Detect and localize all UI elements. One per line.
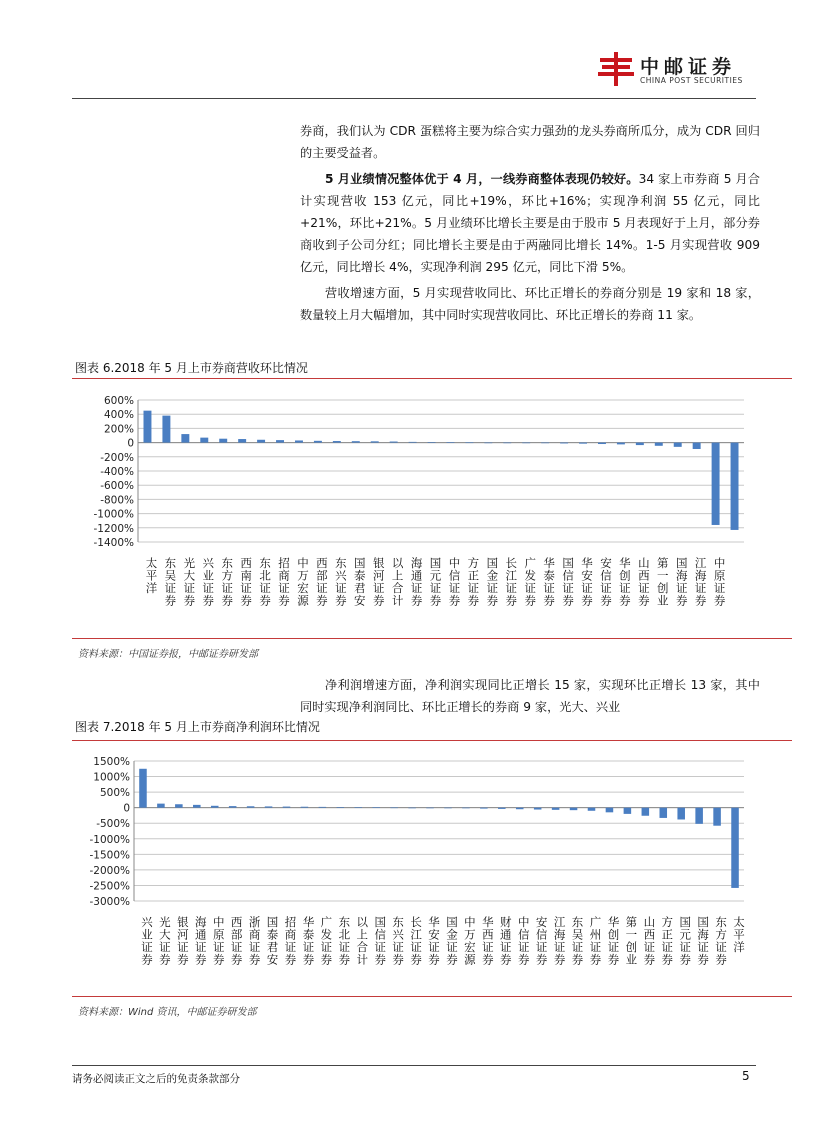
x-tick-label: 国信证券 bbox=[373, 916, 388, 966]
x-tick-label: 光大证券 bbox=[182, 557, 197, 607]
y-tick-label: -600% bbox=[100, 480, 134, 493]
bar bbox=[390, 442, 398, 443]
bar bbox=[143, 411, 151, 443]
x-tick-label: 太平洋 bbox=[732, 916, 747, 954]
bar bbox=[655, 443, 663, 446]
figure7-chart bbox=[72, 748, 792, 993]
x-tick-label: 国泰君安 bbox=[265, 916, 280, 966]
y-tick-label: -1500% bbox=[89, 849, 130, 862]
y-tick-label: 1000% bbox=[93, 771, 130, 784]
bar bbox=[570, 808, 578, 810]
bar bbox=[257, 440, 265, 443]
bar bbox=[624, 808, 632, 814]
bar bbox=[731, 443, 739, 530]
bar bbox=[371, 441, 379, 442]
paragraph-2 bbox=[300, 168, 760, 278]
x-tick-label: 方正证券 bbox=[660, 916, 675, 966]
x-tick-label: 银河证券 bbox=[371, 557, 386, 607]
x-tick-label: 东方证券 bbox=[220, 557, 235, 607]
x-tick-label: 中信证券 bbox=[516, 916, 531, 966]
x-tick-label: 第一创业 bbox=[655, 557, 670, 607]
x-tick-label: 海通证券 bbox=[193, 916, 208, 966]
x-tick-label: 浙商证券 bbox=[247, 916, 262, 966]
bar bbox=[503, 443, 511, 444]
y-tick-label: -400% bbox=[100, 466, 134, 478]
bar bbox=[677, 808, 685, 820]
bar bbox=[498, 808, 506, 809]
bar bbox=[541, 443, 549, 444]
bar bbox=[354, 807, 362, 808]
bar bbox=[480, 808, 488, 809]
figure6-bottom-rule bbox=[72, 638, 792, 639]
x-tick-label: 银河证券 bbox=[175, 916, 190, 966]
paragraph-4: 净利润增速方面，净利润实现同比正增长 15 家，实现环比正增长 13 家，其中同时实现净利润同比、环比正增长的券商 9 家，光大、兴业 bbox=[300, 678, 760, 714]
x-tick-label: 中原证券 bbox=[712, 557, 727, 607]
x-tick-label: 华泰证券 bbox=[301, 916, 316, 966]
bar bbox=[659, 808, 667, 818]
bar bbox=[162, 416, 170, 443]
y-tick-label: -1000% bbox=[93, 508, 134, 521]
bar bbox=[695, 808, 703, 824]
footer-disclaimer: 请务必阅读正文之后的免责条款部分 bbox=[72, 1073, 240, 1085]
bar bbox=[200, 438, 208, 443]
bar bbox=[534, 808, 542, 810]
bar bbox=[276, 440, 284, 442]
paragraph-2-rest: 34 家上市券商 5 月合计实现营收 153 亿元，同比+19%，环比+16%；实现净利润 55 亿元，同比+21%，环比+21%。5 月业绩环比增长主要是由于股市 5 月表现好于上月，部分券商收到子公司分红；同比增长主要是由于两融同比增长 14%。1-5 月实现营收 909 亿元，同比增长 4%，实现净利润 295 亿元，同比下滑 5%。 bbox=[300, 172, 760, 274]
bar bbox=[713, 808, 721, 826]
x-tick-label: 华创证券 bbox=[606, 916, 621, 966]
bar bbox=[674, 443, 682, 447]
bar bbox=[314, 441, 322, 443]
bar bbox=[283, 807, 291, 808]
footer-rule bbox=[72, 1065, 756, 1066]
x-tick-label: 安信证券 bbox=[534, 916, 549, 966]
x-tick-label: 中原证券 bbox=[211, 916, 226, 966]
x-tick-label: 中万宏源 bbox=[462, 916, 477, 966]
figure7-bottom-rule bbox=[72, 996, 792, 997]
bar bbox=[428, 442, 436, 443]
x-tick-label: 西部证券 bbox=[314, 557, 329, 607]
x-tick-label: 以上合计 bbox=[390, 557, 405, 607]
x-tick-label: 中信证券 bbox=[447, 557, 462, 607]
china-post-logo-icon bbox=[596, 50, 636, 88]
y-tick-label: -2500% bbox=[89, 880, 130, 893]
bar bbox=[301, 807, 309, 808]
x-tick-label: 东兴证券 bbox=[333, 557, 348, 607]
x-tick-label: 太平洋 bbox=[144, 557, 159, 595]
x-tick-label: 华泰证券 bbox=[542, 557, 557, 607]
logo-subtitle: CHINA POST SECURITIES bbox=[640, 76, 743, 85]
bar bbox=[516, 808, 524, 810]
bar bbox=[636, 443, 644, 445]
y-tick-label: 200% bbox=[103, 423, 134, 436]
y-tick-label: -500% bbox=[96, 818, 130, 831]
y-tick-label: -3000% bbox=[89, 896, 130, 908]
x-tick-label: 长江证券 bbox=[409, 916, 424, 966]
y-tick-label: 600% bbox=[103, 395, 134, 407]
bar bbox=[238, 439, 246, 443]
y-tick-label: -2000% bbox=[89, 864, 130, 877]
x-tick-label: 安信证券 bbox=[598, 557, 613, 607]
x-tick-label: 东吴证券 bbox=[163, 557, 178, 607]
x-tick-label: 兴业证券 bbox=[201, 557, 216, 607]
x-tick-label: 东方证券 bbox=[714, 916, 729, 966]
x-tick-label: 光大证券 bbox=[157, 916, 172, 966]
bar bbox=[295, 440, 303, 442]
header-rule bbox=[72, 98, 756, 99]
paragraph-2-bold: 5 月业绩情况整体优于 4 月，一线券商整体表现仍较好。 bbox=[325, 172, 639, 186]
x-tick-label: 国元证券 bbox=[678, 916, 693, 966]
bar bbox=[588, 808, 596, 811]
body-text-middle bbox=[300, 674, 760, 718]
x-tick-label: 国海证券 bbox=[674, 557, 689, 607]
bar bbox=[444, 808, 452, 809]
x-tick-label: 国金证券 bbox=[444, 916, 459, 966]
x-tick-label: 国金证券 bbox=[485, 557, 500, 607]
x-tick-label: 以上合计 bbox=[355, 916, 370, 966]
bar bbox=[693, 443, 701, 449]
page-number: 5 bbox=[742, 1069, 750, 1083]
x-tick-label: 江海证券 bbox=[552, 916, 567, 966]
figure7-top-rule bbox=[72, 740, 792, 741]
paragraph-3: 营收增速方面，5 月实现营收同比、环比正增长的券商分别是 19 家和 18 家，数量较上月大幅增加，其中同时实现营收同比、环比正增长的券商 11 家。 bbox=[300, 286, 760, 322]
x-tick-label: 华安证券 bbox=[427, 916, 442, 966]
x-tick-label: 国信证券 bbox=[561, 557, 576, 607]
bar bbox=[560, 443, 568, 444]
y-tick-label: 0 bbox=[127, 437, 134, 450]
x-tick-label: 华安证券 bbox=[580, 557, 595, 607]
bar bbox=[193, 805, 201, 808]
bar bbox=[247, 806, 255, 807]
bar bbox=[319, 807, 327, 808]
bar bbox=[712, 443, 720, 525]
y-tick-label: -1000% bbox=[89, 833, 130, 846]
x-tick-label: 东北证券 bbox=[337, 916, 352, 966]
figure6-top-rule bbox=[72, 378, 792, 379]
x-tick-label: 财通证券 bbox=[498, 916, 513, 966]
bar bbox=[229, 806, 237, 808]
paragraph-1: 券商，我们认为 CDR 蛋糕将主要为综合实力强劲的龙头券商所瓜分，成为 CDR 回归的主要受益者。 bbox=[300, 124, 760, 160]
bar bbox=[211, 806, 219, 808]
x-tick-label: 广发证券 bbox=[523, 557, 538, 607]
logo-title: 中邮证券 bbox=[640, 56, 737, 78]
x-tick-label: 中万宏源 bbox=[295, 557, 310, 607]
x-tick-label: 东吴证券 bbox=[570, 916, 585, 966]
x-tick-label: 广发证券 bbox=[319, 916, 334, 966]
y-tick-label: -200% bbox=[100, 451, 134, 464]
bar bbox=[390, 808, 398, 809]
bar bbox=[642, 808, 650, 816]
y-tick-label: -1200% bbox=[93, 522, 134, 535]
x-tick-label: 广州证券 bbox=[588, 916, 603, 966]
figure6-caption: 图表 6.2018 年 5 月上市券商营收环比情况 bbox=[75, 361, 308, 375]
x-tick-label: 方正证券 bbox=[466, 557, 481, 607]
x-tick-label: 华西证券 bbox=[480, 916, 495, 966]
bar bbox=[552, 808, 560, 810]
x-tick-label: 山西证券 bbox=[642, 916, 657, 966]
figure6-chart bbox=[72, 385, 792, 635]
bar bbox=[465, 442, 473, 443]
figure6-source: 资料来源：中国证券报，中邮证券研发部 bbox=[78, 649, 258, 660]
bar bbox=[333, 441, 341, 443]
bar bbox=[352, 441, 360, 442]
x-tick-label: 国元证券 bbox=[428, 557, 443, 607]
bar bbox=[408, 808, 416, 809]
bar bbox=[606, 808, 614, 813]
y-tick-label: 500% bbox=[99, 787, 130, 800]
bar bbox=[598, 443, 606, 444]
x-tick-label: 西南证券 bbox=[239, 557, 254, 607]
y-tick-label: 1500% bbox=[93, 756, 130, 768]
x-tick-label: 海通证券 bbox=[409, 557, 424, 607]
bar bbox=[446, 442, 454, 443]
x-tick-label: 江海证券 bbox=[693, 557, 708, 607]
bar bbox=[426, 808, 434, 809]
bar bbox=[139, 769, 147, 808]
figure7-source: 资料来源：Wind 资讯，中邮证券研发部 bbox=[78, 1007, 257, 1018]
figure7-caption: 图表 7.2018 年 5 月上市券商净利润环比情况 bbox=[75, 720, 320, 734]
y-tick-label: 0 bbox=[123, 802, 130, 815]
x-tick-label: 国海证券 bbox=[696, 916, 711, 966]
bar bbox=[175, 804, 183, 807]
bar bbox=[579, 443, 587, 444]
bar bbox=[337, 807, 345, 808]
x-tick-label: 东北证券 bbox=[258, 557, 273, 607]
bar bbox=[409, 442, 417, 443]
bar bbox=[181, 434, 189, 443]
x-tick-label: 东兴证券 bbox=[391, 916, 406, 966]
bar bbox=[219, 439, 227, 443]
y-tick-label: -1400% bbox=[93, 537, 134, 549]
x-tick-label: 长江证券 bbox=[504, 557, 519, 607]
bar bbox=[462, 808, 470, 809]
y-tick-label: 400% bbox=[103, 409, 134, 422]
bar bbox=[372, 807, 380, 808]
bar bbox=[731, 808, 739, 888]
x-tick-label: 山西证券 bbox=[636, 557, 651, 607]
x-tick-label: 第一创业 bbox=[624, 916, 639, 966]
x-tick-label: 西部证券 bbox=[229, 916, 244, 966]
bar bbox=[484, 443, 492, 444]
x-tick-label: 国泰君安 bbox=[352, 557, 367, 607]
bar bbox=[522, 443, 530, 444]
bar bbox=[157, 804, 165, 808]
x-tick-label: 招商证券 bbox=[277, 557, 292, 607]
bar bbox=[265, 806, 273, 807]
x-tick-label: 华创证券 bbox=[617, 557, 632, 607]
x-tick-label: 兴业证券 bbox=[139, 916, 154, 966]
body-text-top bbox=[300, 120, 760, 326]
x-tick-label: 招商证券 bbox=[283, 916, 298, 966]
y-tick-label: -800% bbox=[100, 494, 134, 507]
bar bbox=[617, 443, 625, 445]
